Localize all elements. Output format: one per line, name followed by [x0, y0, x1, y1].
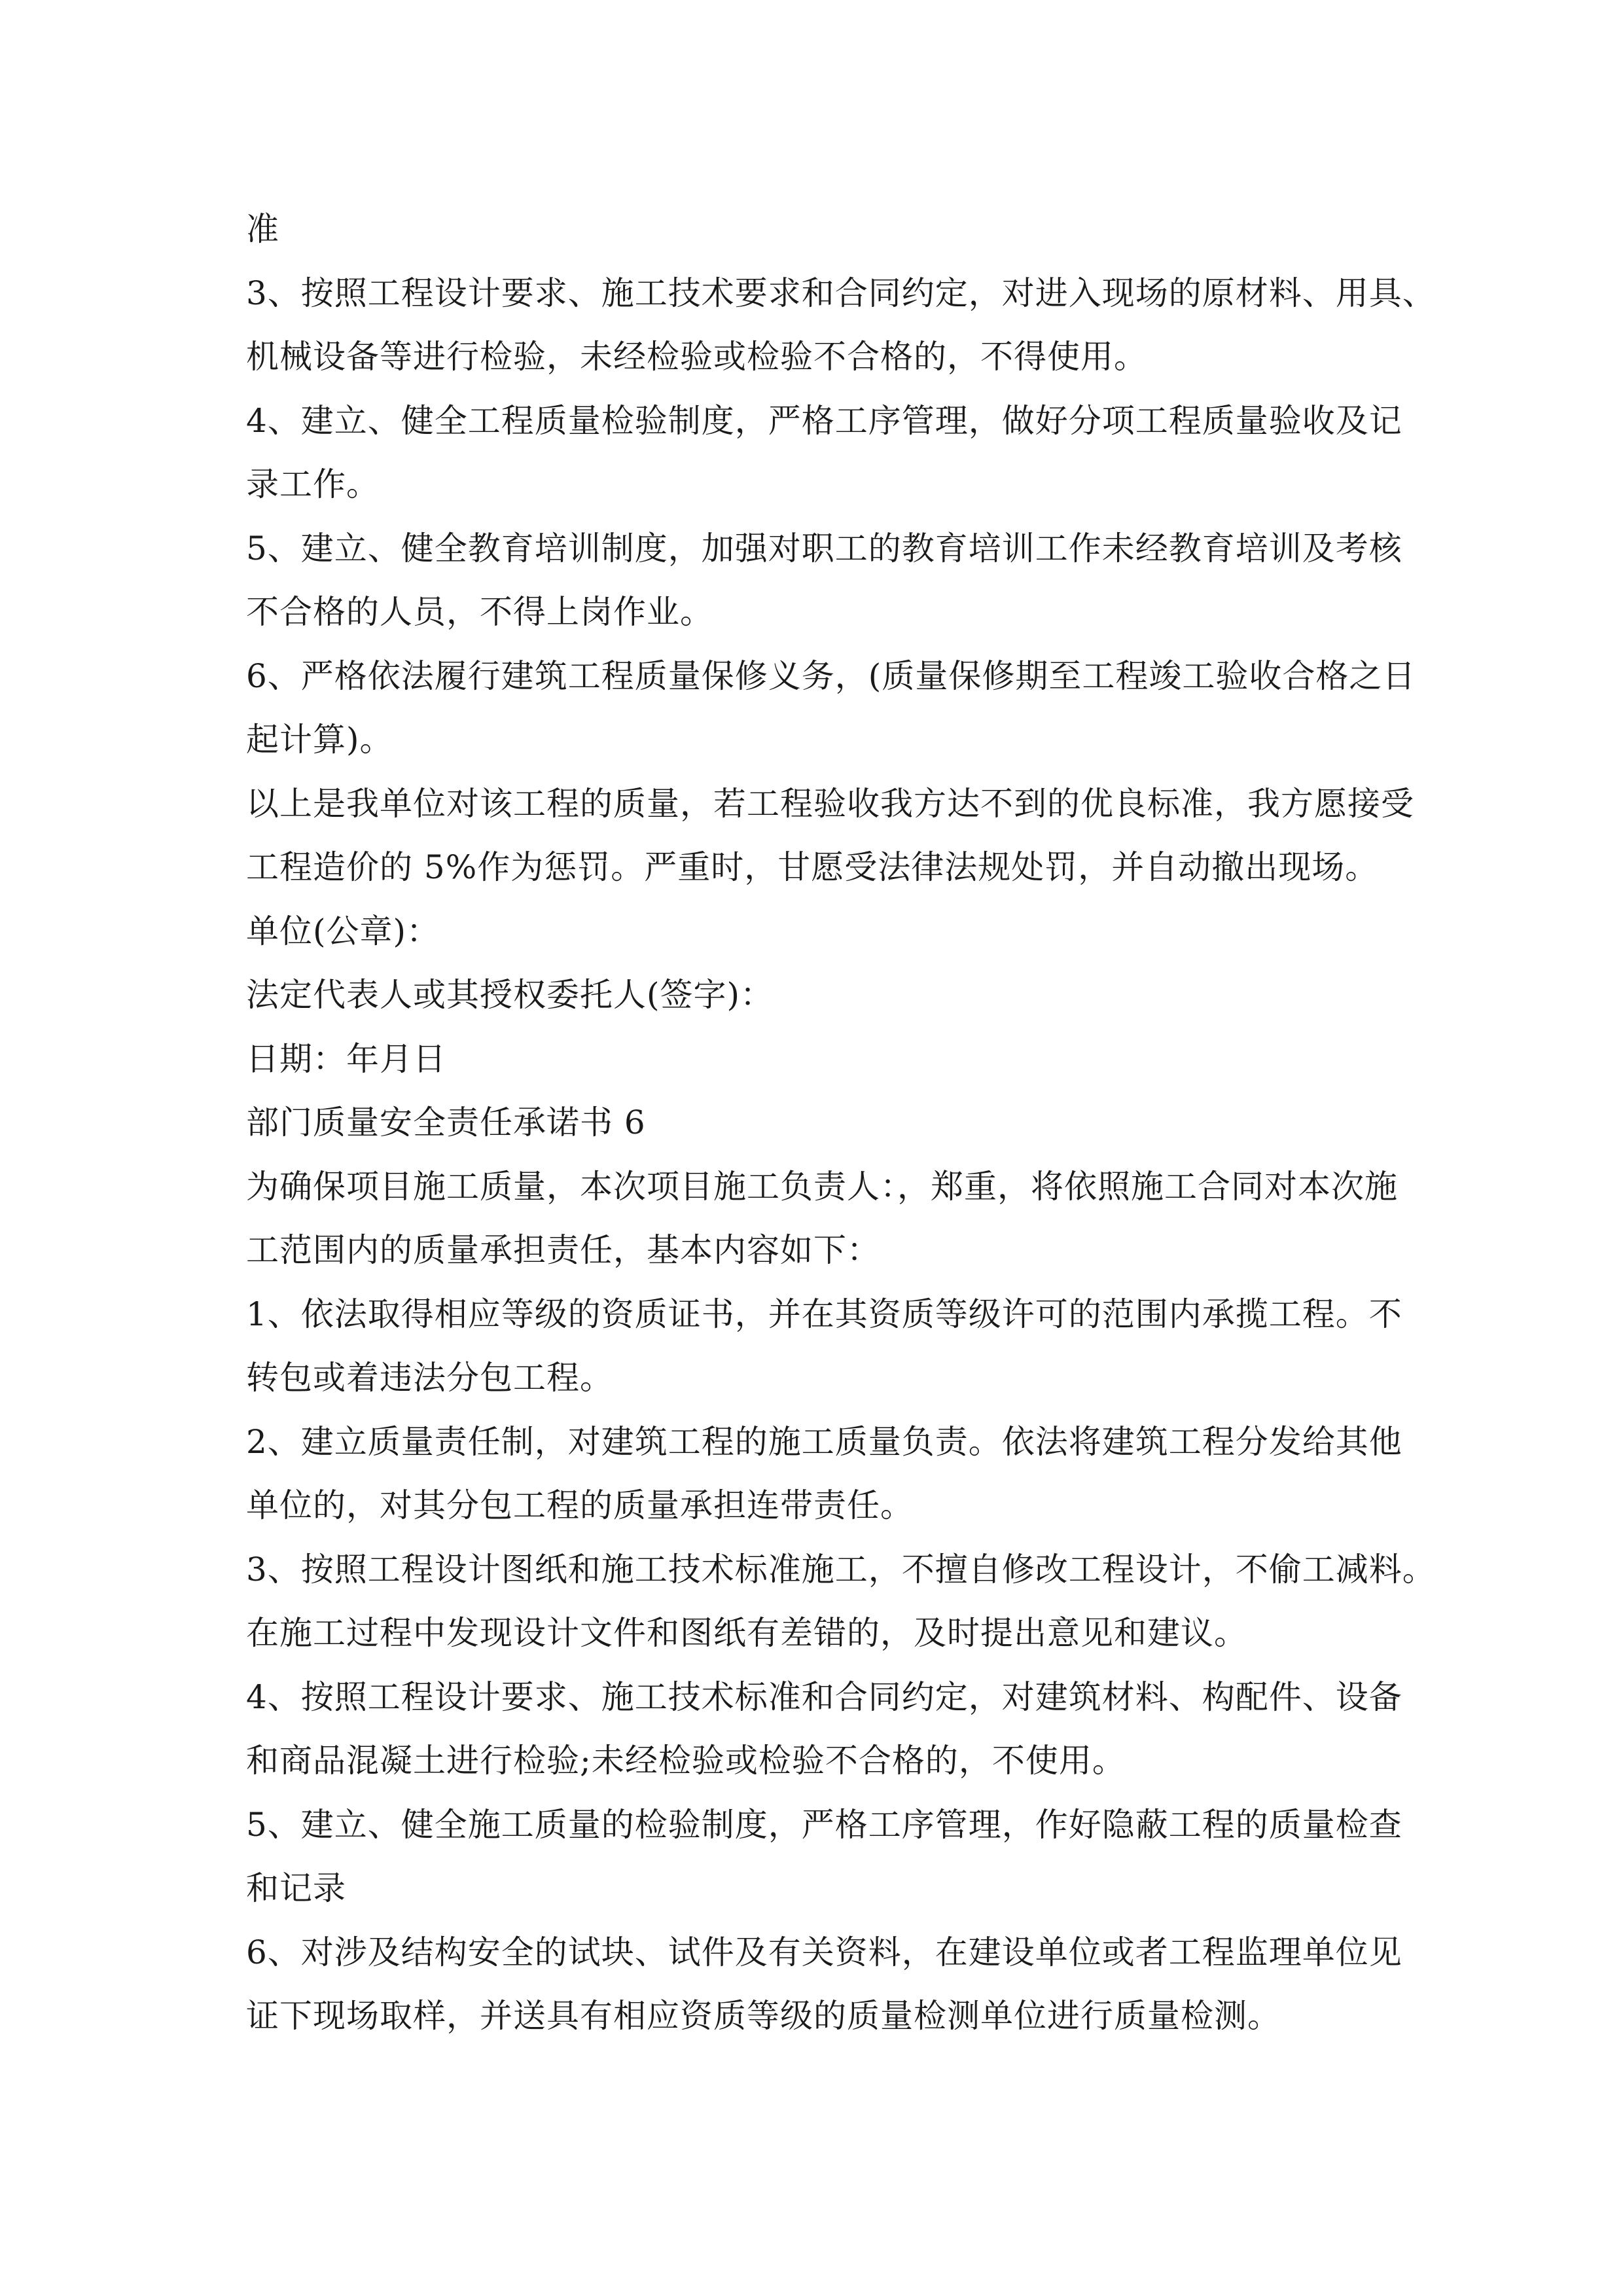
text-line: 以上是我单位对该工程的质量，若工程验收我方达不到的优良标准，我方愿接受 [246, 784, 1414, 823]
text-line: 准 [246, 210, 279, 248]
text-line: 机械设备等进行检验，未经检验或检验不合格的，不得使用。 [246, 338, 1147, 376]
text-line: 1、依法取得相应等级的资质证书，并在其资质等级许可的范围内承揽工程。不 [246, 1295, 1402, 1333]
text-line: 转包或着违法分包工程。 [246, 1359, 613, 1397]
text-line: 3、按照工程设计要求、施工技术要求和合同约定，对进入现场的原材料、用具、 [246, 274, 1436, 312]
text-line: 4、建立、健全工程质量检验制度，严格工序管理，做好分项工程质量验收及记 [246, 401, 1402, 440]
text-line: 3、按照工程设计图纸和施工技术标准施工，不擅自修改工程设计，不偷工减料。 [246, 1550, 1436, 1588]
text-line: 和记录 [246, 1869, 346, 1907]
text-line: 5、建立、健全教育培训制度，加强对职工的教育培训工作未经教育培训及考核 [246, 529, 1402, 567]
text-line: 不合格的人员，不得上岗作业。 [246, 593, 713, 631]
text-line: 证下现场取样，并送具有相应资质等级的质量检测单位进行质量检测。 [246, 1997, 1281, 2035]
text-line: 录工作。 [246, 465, 380, 503]
section-heading: 部门质量安全责任承诺书 6 [246, 1103, 646, 1141]
text-line: 4、按照工程设计要求、施工技术标准和合同约定，对建筑材料、构配件、设备 [246, 1677, 1402, 1716]
text-line: 为确保项目施工质量，本次项目施工负责人：，郑重，将依照施工合同对本次施 [246, 1167, 1398, 1206]
text-line: 起计算)。 [246, 721, 393, 759]
text-line: 在施工过程中发现设计文件和图纸有差错的，及时提出意见和建议。 [246, 1614, 1247, 1652]
signature-representative-line: 法定代表人或其授权委托人(签字)： [246, 976, 774, 1014]
text-line: 6、严格依法履行建筑工程质量保修义务，(质量保修期至工程竣工验收合格之日 [246, 656, 1416, 695]
signature-unit-line: 单位(公章)： [246, 912, 440, 950]
text-line: 工范围内的质量承担责任，基本内容如下： [246, 1231, 880, 1269]
text-line: 5、建立、健全施工质量的检验制度，严格工序管理，作好隐蔽工程的质量检查 [246, 1805, 1402, 1844]
text-line: 6、对涉及结构安全的试块、试件及有关资料，在建设单位或者工程监理单位见 [246, 1933, 1402, 1971]
text-line: 工程造价的 5%作为惩罚。严重时，甘愿受法律法规处罚，并自动撤出现场。 [246, 848, 1379, 886]
document-body [246, 198, 1436, 2049]
date-line: 日期：年月日 [246, 1039, 446, 1078]
text-line: 单位的，对其分包工程的质量承担连带责任。 [246, 1486, 914, 1524]
text-line: 2、建立质量责任制，对建筑工程的施工质量负责。依法将建筑工程分发给其他 [246, 1422, 1402, 1461]
text-line: 和商品混凝土进行检验;未经检验或检验不合格的，不使用。 [246, 1742, 1126, 1780]
